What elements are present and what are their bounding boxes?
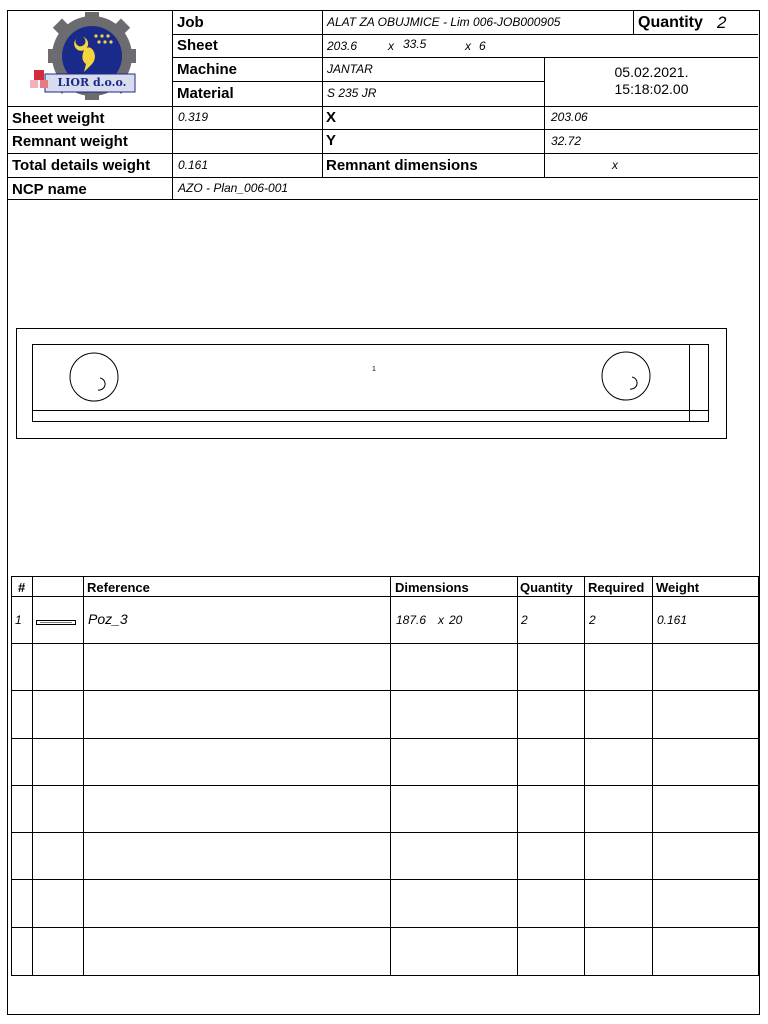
- remnant-dimensions-label: Remnant dimensions: [326, 157, 478, 174]
- material-label: Material: [177, 85, 234, 102]
- col-header-reference: Reference: [87, 580, 150, 595]
- x-label: X: [326, 109, 337, 126]
- sheet-label: Sheet: [177, 37, 218, 54]
- ncp-name-label: NCP name: [12, 181, 87, 198]
- sheet-dim-b: 33.5: [403, 37, 427, 51]
- row-dim-x: x: [438, 613, 444, 627]
- print-time: 15:18:02.00: [614, 81, 689, 97]
- sheet-dim-x1: x: [388, 39, 394, 53]
- y-label: Y: [326, 132, 337, 149]
- col-header-weight: Weight: [656, 580, 700, 595]
- row-reference: Poz_3: [88, 611, 128, 627]
- machine-value: JANTAR: [327, 62, 373, 76]
- sheet-dim-a: 203.6: [327, 39, 358, 53]
- part-outline: [33, 345, 709, 422]
- col-header-dimensions: Dimensions: [395, 580, 469, 595]
- remnant-dimensions-value: x: [612, 158, 618, 172]
- sheet-dim-x2: x: [465, 39, 471, 53]
- machine-label: Machine: [177, 61, 238, 78]
- remnant-weight-label: Remnant weight: [12, 133, 128, 150]
- part-marker: 1: [372, 366, 376, 373]
- left-hole: [70, 353, 118, 401]
- total-details-weight-value: 0.161: [178, 158, 209, 172]
- row-weight: 0.161: [657, 613, 688, 627]
- col-header-required: Required: [588, 580, 645, 595]
- parts-table: [11, 576, 759, 976]
- row-quantity: 2: [521, 613, 528, 627]
- col-header-quantity: Quantity: [520, 580, 573, 595]
- row-dim-b: 20: [449, 613, 463, 627]
- company-logo: [30, 12, 150, 102]
- sheet-weight-label: Sheet weight: [12, 110, 105, 127]
- right-hole: [602, 352, 650, 400]
- print-date: 05.02.2021.: [614, 64, 689, 80]
- row-dim-a: 187.6: [396, 613, 427, 627]
- material-value: S 235 JR: [327, 86, 377, 100]
- y-value: 32.72: [551, 134, 582, 148]
- job-value: ALAT ZA OBUJMICE - Lim 006-JOB000905: [327, 15, 561, 29]
- sheet-weight-value: 0.319: [178, 110, 209, 124]
- quantity-value: 2: [717, 13, 727, 32]
- row-required: 2: [589, 613, 596, 627]
- ncp-name-value: AZO - Plan_006-001: [178, 181, 289, 195]
- part-thumbnail-icon: [36, 614, 76, 622]
- col-header-num: #: [18, 580, 26, 595]
- company-name: LIOR d.o.o.: [57, 76, 127, 89]
- sheet-dim-c: 6: [479, 39, 486, 53]
- x-value: 203.06: [551, 110, 588, 124]
- total-details-weight-label: Total details weight: [12, 157, 151, 174]
- row-num: 1: [15, 613, 22, 627]
- job-label: Job: [177, 14, 204, 31]
- quantity-label: Quantity: [638, 14, 703, 31]
- nesting-drawing: [8, 200, 758, 575]
